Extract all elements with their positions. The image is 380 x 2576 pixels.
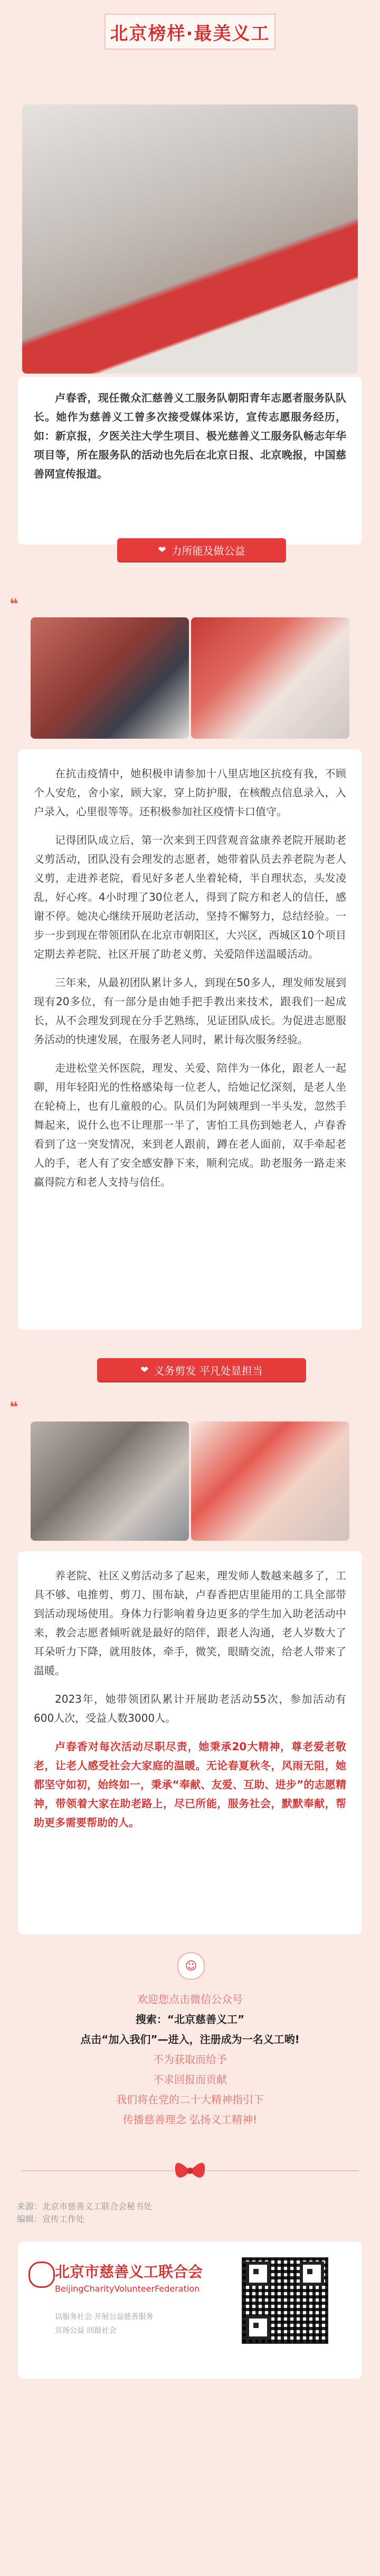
section1-paragraph-2: 记得团队成立后，第一次来到王四营观音盆康养老院开展助老义剪活动，团队没有会理发的志愿者，她带着队员去养老院为老人义剪，走进养老院，看见好多老人坐着轮椅，半自理状态，头发凌乱，好心疼。4小时理了30位老人，得到了院方和老人的信任，感谢不停。她决心继续开展助老活动，坚持不懈努力，总结经验。一步一步到现在带领团队在北京市朝阳区，大兴区，西城区10个项目定期去养老院、社区开展了助老义剪、关爱陪伴送温暖活动。 xyxy=(34,834,346,960)
qr-code-icon xyxy=(242,2257,328,2344)
page-header xyxy=(0,0,380,63)
heart-icon: ❤ xyxy=(140,1364,149,1376)
section1-button[interactable] xyxy=(117,538,286,561)
page-title-box xyxy=(104,14,276,50)
section1-paragraph-1: 在抗击疫情中，她积极申请参加十八里店地区抗疫有我，不顾个人安危，舍小家，顾大家，穿上防护服，在核酸点信息录入，入户录入，心里很等等。还积极参加社区疫情卡口值守。 xyxy=(34,767,346,818)
meta-editor: 编辑：宣传工作处 xyxy=(17,2214,85,2224)
section2-paragraph-2: 2023年，她带领团队累计开展助老活动55次，参加活动有600人次，受益人数3000人。 xyxy=(34,1693,346,1724)
cta-line-1: 欢迎您点击微信公众号 xyxy=(137,1993,243,2006)
divider-bow-icon xyxy=(0,2155,380,2187)
cta-line-3: 点击“加入我们”—进入，注册成为一名义工哟! xyxy=(80,2033,300,2046)
section2-button-label: 义务剪发 平凡处显担当 xyxy=(154,1364,263,1377)
cta-line-7: 传播慈善理念 弘扬义工精神! xyxy=(122,2113,258,2126)
qr-finder-icon xyxy=(246,2262,270,2286)
section1-photo-left-image xyxy=(31,617,189,739)
qr-finder-icon xyxy=(246,2315,270,2340)
section-divider xyxy=(0,2155,380,2187)
org-name: 北京市慈善义工联合会 xyxy=(55,2263,203,2281)
page-title: 北京榜样·最美义工 xyxy=(110,23,270,44)
cta-line-6: 我们将在党的二十大精神指引下 xyxy=(116,2093,264,2106)
section1-paragraph-4: 走进松堂关怀医院，理发、关爱、陪伴为一体化，跟老人一起聊，用年轻阳光的性格感染每一位老人，给她记忆深刻，是老人坐在轮椅上，也有儿童般的心。队员们为阿姨理到一半头发，忽然手舞起来，说什么也不让理那一半了，害怕工具伤到她老人，卢春香看到了这一突发情况，来到老人跟前，蹲在老人面前，双手牵起老人的手，老人有了安全感安静下来，顺利完成。助老服务一路走来赢得院方和老人支持与信任。 xyxy=(34,1062,346,1188)
section1-photo-left xyxy=(31,617,189,739)
section2-paragraph-1: 养老院、社区义剪活动多了起来，理发师人数越来越多了，工具不够、电推剪、剪刀、围布缺，卢春香把店里能用的工具全部带到活动现场使用。身体力行影响着身边更多的学生加入助老活动中来，教会志愿者倾听就是最好的陪伴，跟老人沟通，老人岁数大了耳朵听力下降，就用肢体，牵手，微笑，眼睛交流，给老人带来了温暖。 xyxy=(34,1569,346,1677)
org-logo-icon xyxy=(28,2262,55,2288)
intro-card xyxy=(18,377,362,545)
section2-highlight: 卢春香对每次活动尽职尽责，她秉承20大精神，尊老爱老敬老，让老人感受社会大家庭的温暖。无论春夏秋冬，风雨无阻，她都坚守如初，始终如一，秉承“奉献、友爱、互助、进步”的志愿精神，带领着大家在助老路上，尽已所能，服务社会，默默奉献，帮助更多需要帮助的人。 xyxy=(34,1740,346,1829)
quote-icon: ❝ xyxy=(10,595,18,613)
section2-card xyxy=(18,1551,362,1934)
cta-line-2: 搜索：“北京慈善义工” xyxy=(135,2013,245,2026)
cta-line-4: 不为获取而给予 xyxy=(153,2053,227,2066)
footer-small-line-2: 宣扬公益 回报社会 xyxy=(55,2326,117,2335)
section2-button[interactable] xyxy=(97,1358,306,1381)
meta-source: 来源：北京市慈善义工联合会秘书处 xyxy=(17,2201,153,2211)
section1-photo-right-image xyxy=(191,617,349,739)
cta-block xyxy=(18,1989,362,2130)
section2-photo-right xyxy=(191,1421,349,1541)
section1-button-label: 力所能及做公益 xyxy=(171,544,245,557)
intro-text: 卢春香，现任微众汇慈善义工服务队朝阳青年志愿者服务队队长。她作为慈善义工曾多次接受媒体采访，宣传志愿服务经历，如：新京报，夕医关注大学生项目、极光慈善义工服务队畅志年华项目等，所在服务队的活动也先后在北京日报、北京晚报，中国慈善网宣传报道。 xyxy=(34,392,346,480)
main-photo xyxy=(22,104,358,374)
section1-paragraph-3: 三年来，从最初团队累计多人，到现在50多人，理发师发展到现有20多位，有一部分是由她手把手教出来技术，跟我们一起成长，从不会理发到现在分手艺熟练，见证团队成长。为促进志愿服务活动的快速发展，在服务老人同时，累计每次服务经验。 xyxy=(34,976,346,1046)
org-name-en: BeijingCharityVolunteerFederation xyxy=(55,2284,200,2294)
section2-photo-left-image xyxy=(31,1421,189,1541)
section2-photo-left xyxy=(31,1421,189,1541)
footer-small-line-1: 以服务社会 开展公益慈善服务 xyxy=(55,2313,154,2321)
heart-icon: ❤ xyxy=(158,544,166,556)
main-photo-image xyxy=(22,104,358,374)
wechat-icon: ☺ xyxy=(177,1952,205,1980)
quote-icon: ❝ xyxy=(10,1398,18,1416)
footer-card xyxy=(18,2241,362,2379)
qr-finder-icon xyxy=(300,2262,324,2286)
section1-photo-right xyxy=(191,617,349,739)
cta-line-5: 不求回报而贡献 xyxy=(153,2073,227,2086)
section2-photo-right-image xyxy=(191,1421,349,1541)
meta-info xyxy=(17,2200,152,2226)
section1-card xyxy=(18,749,362,1330)
